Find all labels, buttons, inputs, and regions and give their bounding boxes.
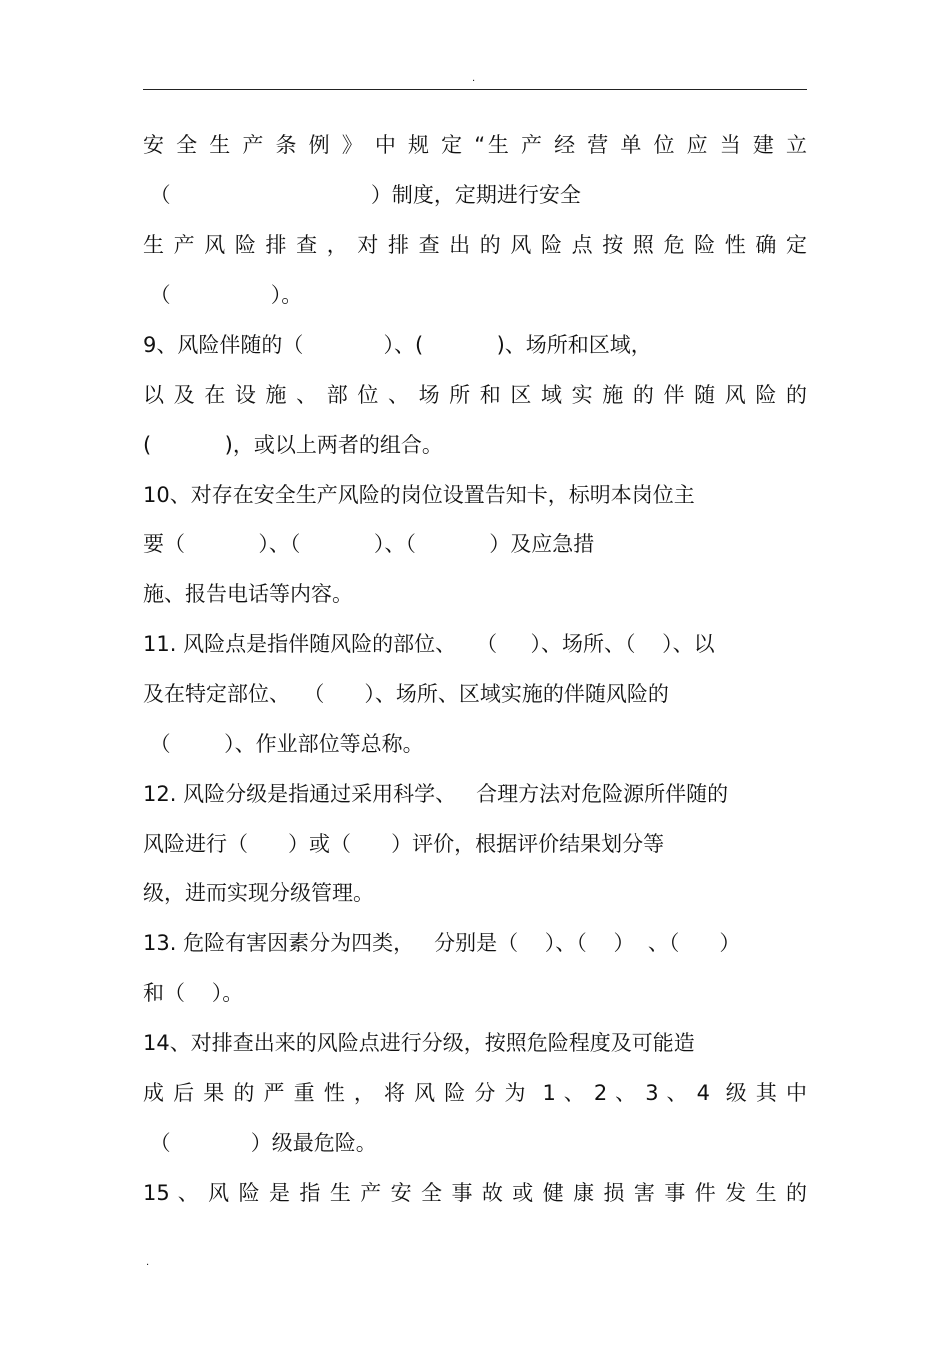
- text-line: 10、对存在安全生产风险的岗位设置告知卡，标明本岗位主: [143, 483, 695, 507]
- text-line: 要（ ）、（ ）、（ ）及应急措: [143, 532, 595, 556]
- text-line: 11. 风险点是指伴随风险的部位、 （ ）、场所、（ ）、以: [143, 632, 715, 656]
- text-line: 12. 风险分级是指通过采用科学、 合理方法对危险源所伴随的: [143, 782, 729, 806]
- text-line: 以 及 在 设 施 、 部 位 、 场 所 和 区 域 实 施 的 伴 随 风 险 的: [143, 383, 807, 407]
- text-line: ( )，或以上两者的组合。: [143, 433, 443, 457]
- text-line: 级，进而实现分级管理。: [143, 881, 374, 905]
- text-line: 及在特定部位、 （ ）、场所、区域实施的伴随风险的: [143, 682, 669, 706]
- text-line: （ ）级最危险。: [143, 1131, 377, 1155]
- text-line: （ ）、作业部位等总称。: [143, 732, 424, 756]
- text-line: 14、对排查出来的风险点进行分级，按照危险程度及可能造: [143, 1031, 695, 1055]
- text-line: 和（ ）。: [143, 981, 244, 1005]
- header-rule: [143, 89, 807, 90]
- text-line: 施、报告电话等内容。: [143, 582, 353, 606]
- text-line: 安 全 生 产 条 例 》 中 规 定 “生 产 经 营 单 位 应 当 建 立: [143, 133, 807, 157]
- footer-dot: .: [146, 1257, 150, 1268]
- text-line: （ ）。: [143, 283, 303, 307]
- text-line: 风险进行（ ）或（ ）评价，根据评价结果划分等: [143, 832, 665, 856]
- text-line: 15 、 风 险 是 指 生 产 安 全 事 故 或 健 康 损 害 事 件 发 生 的: [143, 1181, 807, 1205]
- text-line: 成 后 果 的 严 重 性 ， 将 风 险 分 为 1 、 2 、 3 、 4 级 其 中: [143, 1081, 807, 1105]
- header-dot: .: [472, 73, 476, 84]
- text-line: 13. 危险有害因素分为四类， 分别是（ ）、（ ） 、（ ）: [143, 931, 741, 955]
- text-line: 9、风险伴随的（ ）、( )、场所和区域，: [143, 333, 652, 357]
- text-line: 生 产 风 险 排 查 ， 对 排 查 出 的 风 险 点 按 照 危 险 性 确 定: [143, 233, 807, 257]
- text-line: （ ）制度，定期进行安全: [143, 183, 581, 207]
